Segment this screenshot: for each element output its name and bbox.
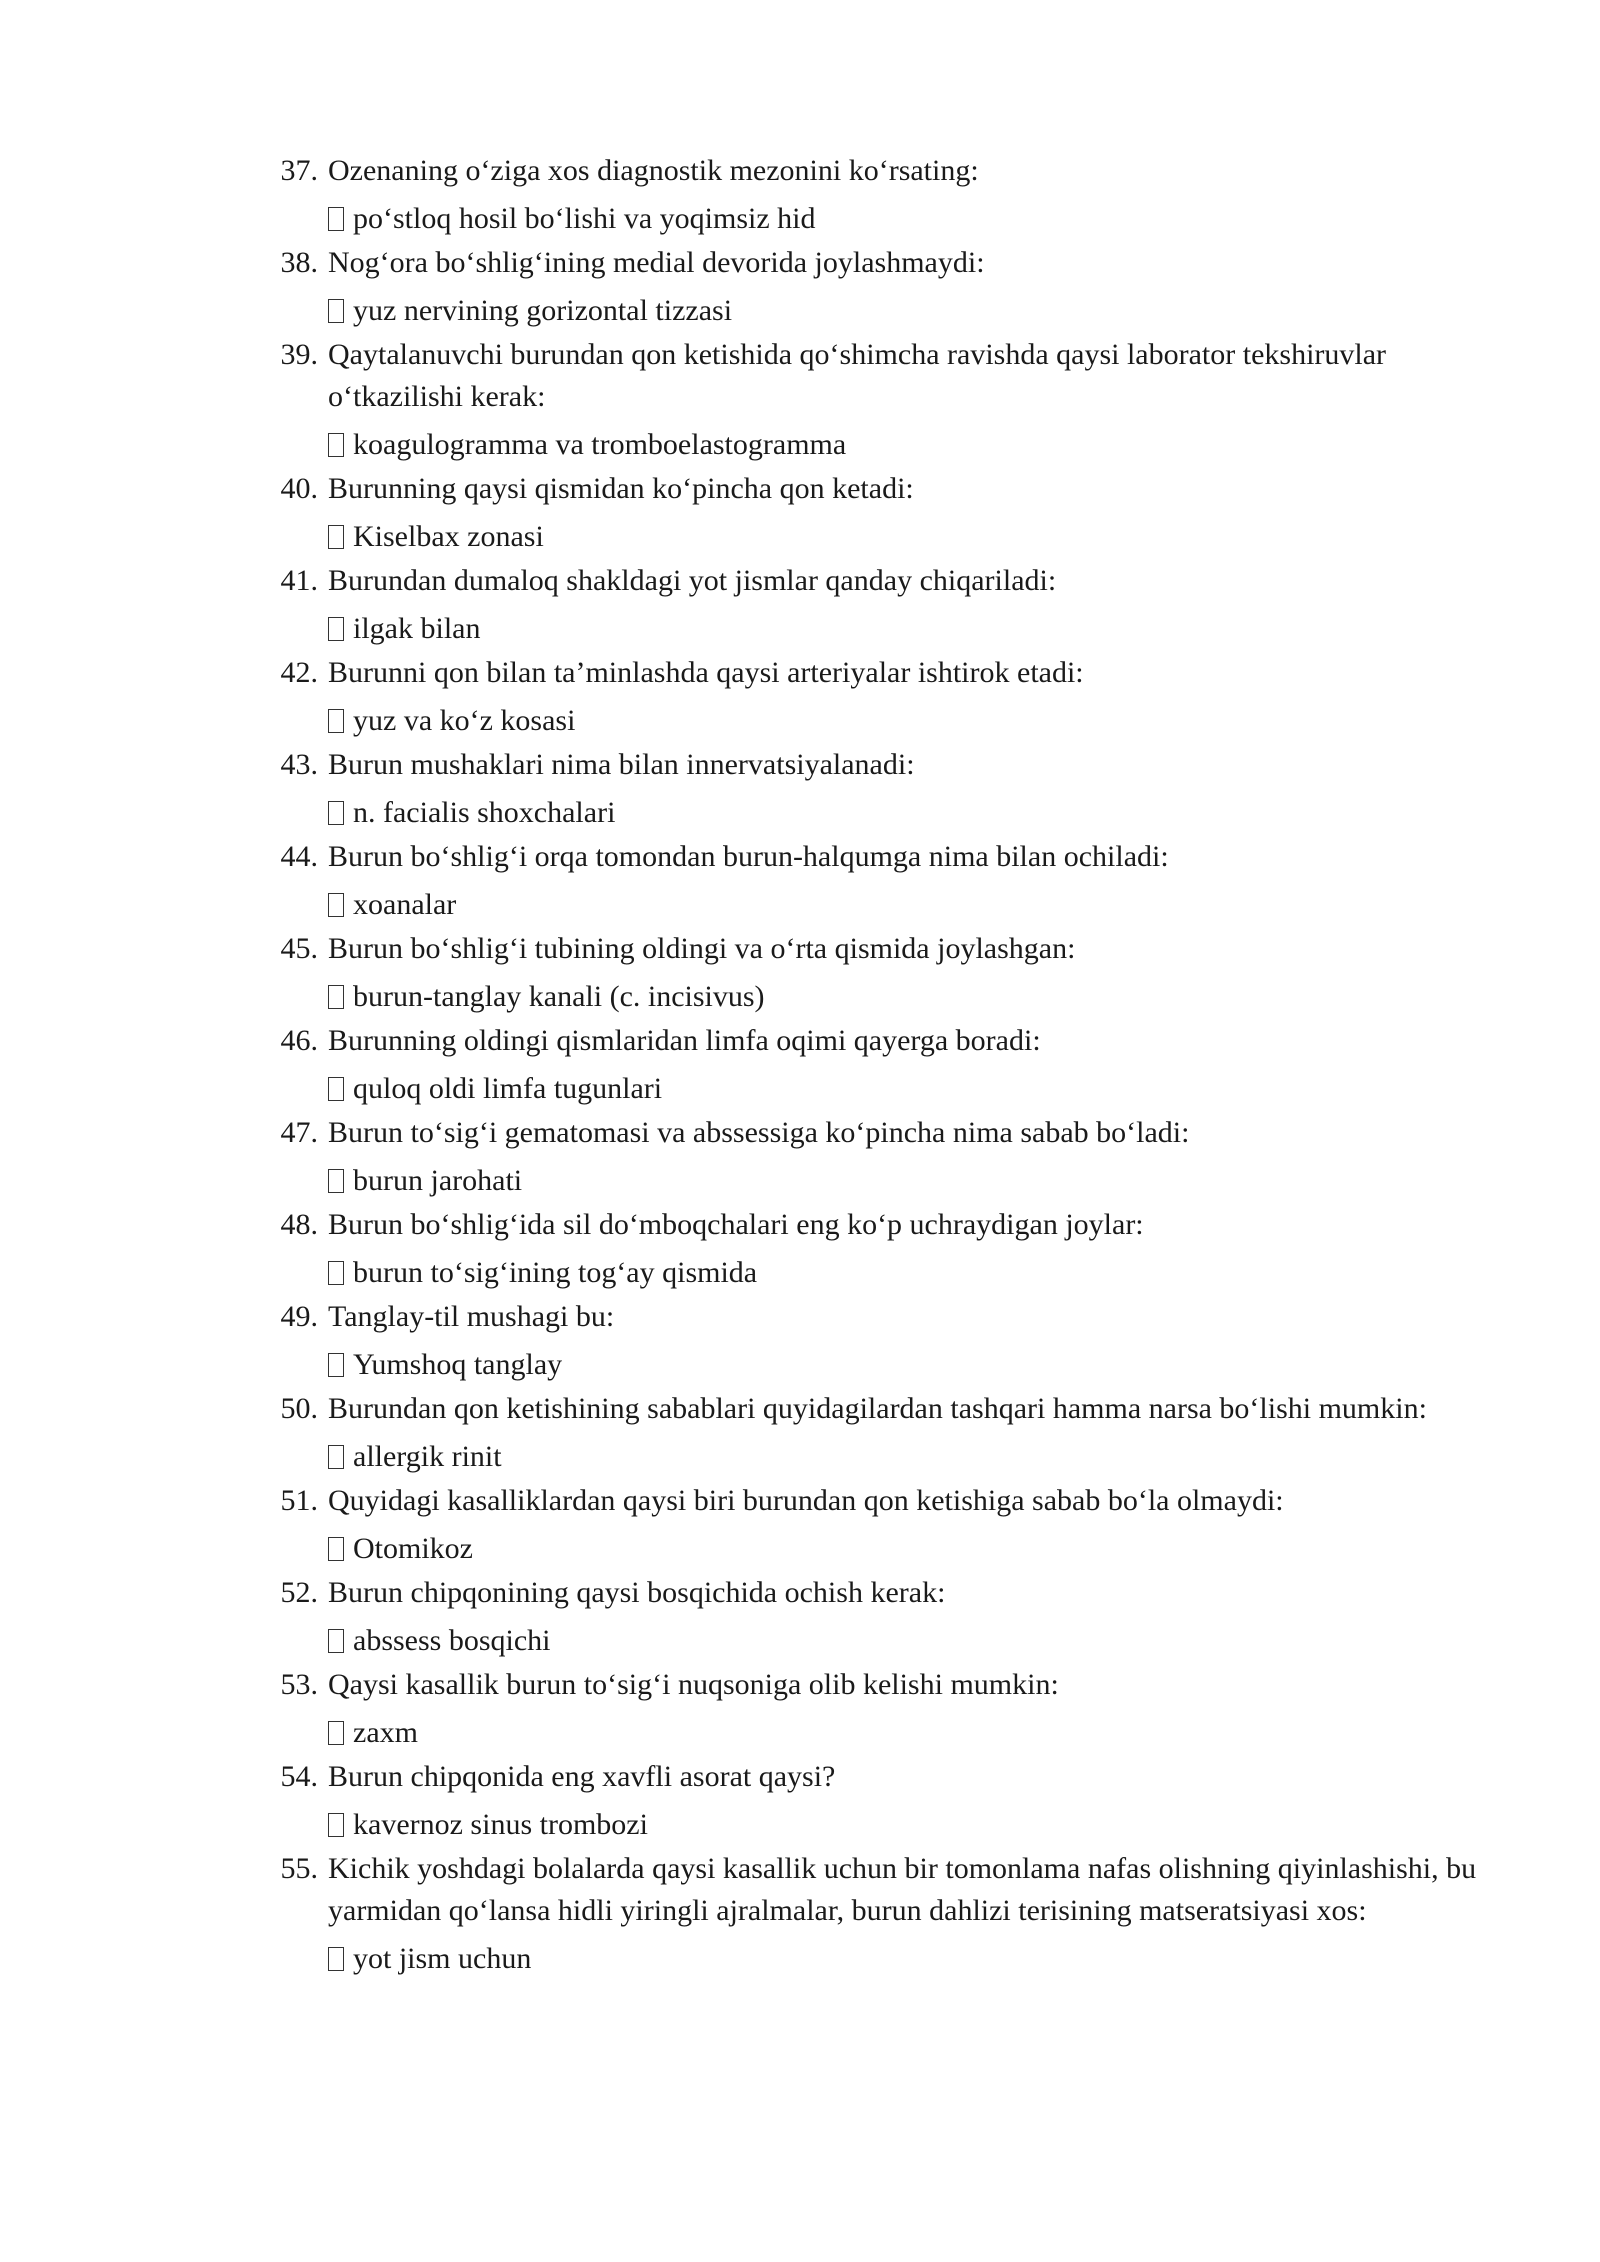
question-number: 49. (280, 1300, 318, 1333)
question-item (278, 1756, 1488, 1846)
checkbox-icon (328, 1077, 344, 1101)
question-item (278, 928, 1488, 1018)
answer-line (328, 700, 1488, 742)
question-item (278, 334, 1488, 466)
question-item (278, 744, 1488, 834)
question-text: Burun bo‘shlig‘ida sil do‘mboqchalari eng ko‘p uchraydigan joylar: (328, 1208, 1144, 1241)
question-item (278, 1848, 1488, 1980)
question-number: 39. (280, 338, 318, 371)
question-item (278, 242, 1488, 332)
answer-text: quloq oldi limfa tugunlari (353, 1072, 663, 1105)
question-text: Burun bo‘shlig‘i orqa tomondan burun-halqumga nima bilan ochiladi: (328, 840, 1169, 873)
answer-line (328, 516, 1488, 558)
answer-text: po‘stloq hosil bo‘lishi va yoqimsiz hid (353, 202, 816, 235)
question-item (278, 836, 1488, 926)
answer-text: koagulogramma va tromboelastogramma (353, 428, 847, 461)
question-number: 45. (280, 932, 318, 965)
answer-line (328, 1528, 1488, 1570)
checkbox-icon (328, 709, 344, 733)
answer-line (328, 1344, 1488, 1386)
question-text: Nog‘ora bo‘shlig‘ining medial devorida joylashmaydi: (328, 246, 985, 279)
question-list (278, 150, 1488, 1982)
question-item (278, 1388, 1488, 1478)
answer-line (328, 1804, 1488, 1846)
question-text: Burunni qon bilan ta’minlashda qaysi arteriyalar ishtirok etadi: (328, 656, 1084, 689)
question-text: Burunning oldingi qismlaridan limfa oqimi qayerga boradi: (328, 1024, 1041, 1057)
checkbox-icon (328, 525, 344, 549)
question-number: 55. (280, 1852, 318, 1885)
question-number: 53. (280, 1668, 318, 1701)
checkbox-icon (328, 1537, 344, 1561)
answer-line (328, 884, 1488, 926)
question-number: 54. (280, 1760, 318, 1793)
question-item (278, 468, 1488, 558)
answer-text: abssess bosqichi (353, 1624, 551, 1657)
answer-text: yuz va ko‘z kosasi (353, 704, 576, 737)
answer-line (328, 1252, 1488, 1294)
question-number: 40. (280, 472, 318, 505)
checkbox-icon (328, 1445, 344, 1469)
question-text: Qaysi kasallik burun to‘sig‘i nuqsoniga olib kelishi mumkin: (328, 1668, 1059, 1701)
checkbox-icon (328, 1629, 344, 1653)
question-number: 48. (280, 1208, 318, 1241)
answer-line (328, 1620, 1488, 1662)
answer-text: Otomikoz (353, 1532, 473, 1565)
question-number: 50. (280, 1392, 318, 1425)
checkbox-icon (328, 1947, 344, 1971)
answer-text: ilgak bilan (353, 612, 481, 645)
question-number: 51. (280, 1484, 318, 1517)
question-number: 52. (280, 1576, 318, 1609)
checkbox-icon (328, 207, 344, 231)
checkbox-icon (328, 617, 344, 641)
question-number: 38. (280, 246, 318, 279)
question-number: 42. (280, 656, 318, 689)
question-text: Qaytalanuvchi burundan qon ketishida qo‘shimcha ravishda qaysi laborator tekshiruvlar o‘tkazilishi kerak: (328, 338, 1387, 413)
answer-text: kavernoz sinus trombozi (353, 1808, 648, 1841)
question-text: Ozenaning o‘ziga xos diagnostik mezonini ko‘rsating: (328, 154, 979, 187)
answer-line (328, 1436, 1488, 1478)
checkbox-icon (328, 1813, 344, 1837)
question-item (278, 560, 1488, 650)
answer-line (328, 198, 1488, 240)
question-text: Burundan dumaloq shakldagi yot jismlar qanday chiqariladi: (328, 564, 1057, 597)
question-text: Burun bo‘shlig‘i tubining oldingi va o‘rta qismida joylashgan: (328, 932, 1076, 965)
question-item (278, 1112, 1488, 1202)
answer-line (328, 1712, 1488, 1754)
question-item (278, 1664, 1488, 1754)
question-item (278, 150, 1488, 240)
checkbox-icon (328, 433, 344, 457)
answer-line (328, 976, 1488, 1018)
answer-line (328, 792, 1488, 834)
checkbox-icon (328, 1353, 344, 1377)
question-item (278, 1020, 1488, 1110)
question-number: 41. (280, 564, 318, 597)
answer-text: yot jism uchun (353, 1942, 532, 1975)
answer-text: xoanalar (353, 888, 457, 921)
question-text: Kichik yoshdagi bolalarda qaysi kasallik uchun bir tomonlama nafas olishning qiyinlashishi, bu yarmidan qo‘lansa hidli yiringli ajralmalar, burun dahlizi terisining matseratsiyasi xos: (328, 1852, 1477, 1927)
answer-text: burun jarohati (353, 1164, 523, 1197)
answer-text: burun to‘sig‘ining tog‘ay qismida (353, 1256, 758, 1289)
question-text: Quyidagi kasalliklardan qaysi biri burundan qon ketishiga sabab bo‘la olmaydi: (328, 1484, 1284, 1517)
answer-text: yuz nervining gorizontal tizzasi (353, 294, 733, 327)
question-item (278, 1296, 1488, 1386)
question-text: Burun chipqonida eng xavfli asorat qaysi? (328, 1760, 836, 1793)
checkbox-icon (328, 299, 344, 323)
question-text: Burundan qon ketishining sabablari quyidagilardan tashqari hamma narsa bo‘lishi mumkin: (328, 1392, 1427, 1425)
question-number: 46. (280, 1024, 318, 1057)
question-item (278, 1480, 1488, 1570)
question-text: Burun mushaklari nima bilan innervatsiyalanadi: (328, 748, 915, 781)
question-number: 44. (280, 840, 318, 873)
checkbox-icon (328, 1261, 344, 1285)
question-text: Burun to‘sig‘i gematomasi va abssessiga ko‘pincha nima sabab bo‘ladi: (328, 1116, 1190, 1149)
answer-text: zaxm (353, 1716, 418, 1749)
answer-text: Yumshoq tanglay (353, 1348, 563, 1381)
answer-line (328, 1938, 1488, 1980)
answer-line (328, 290, 1488, 332)
question-text: Burunning qaysi qismidan ko‘pincha qon ketadi: (328, 472, 914, 505)
question-number: 47. (280, 1116, 318, 1149)
question-text: Tanglay-til mushagi bu: (328, 1300, 615, 1333)
answer-line (328, 424, 1488, 466)
checkbox-icon (328, 801, 344, 825)
checkbox-icon (328, 893, 344, 917)
checkbox-icon (328, 985, 344, 1009)
question-item (278, 652, 1488, 742)
answer-text: burun-tanglay kanali (c. incisivus) (353, 980, 765, 1013)
question-item (278, 1204, 1488, 1294)
question-text: Burun chipqonining qaysi bosqichida ochish kerak: (328, 1576, 946, 1609)
question-number: 37. (280, 154, 318, 187)
question-item (278, 1572, 1488, 1662)
answer-text: allergik rinit (353, 1440, 502, 1473)
answer-text: Kiselbax zonasi (353, 520, 544, 553)
checkbox-icon (328, 1721, 344, 1745)
answer-line (328, 1068, 1488, 1110)
question-number: 43. (280, 748, 318, 781)
checkbox-icon (328, 1169, 344, 1193)
answer-line (328, 608, 1488, 650)
answer-line (328, 1160, 1488, 1202)
answer-text: n. facialis shoxchalari (353, 796, 616, 829)
